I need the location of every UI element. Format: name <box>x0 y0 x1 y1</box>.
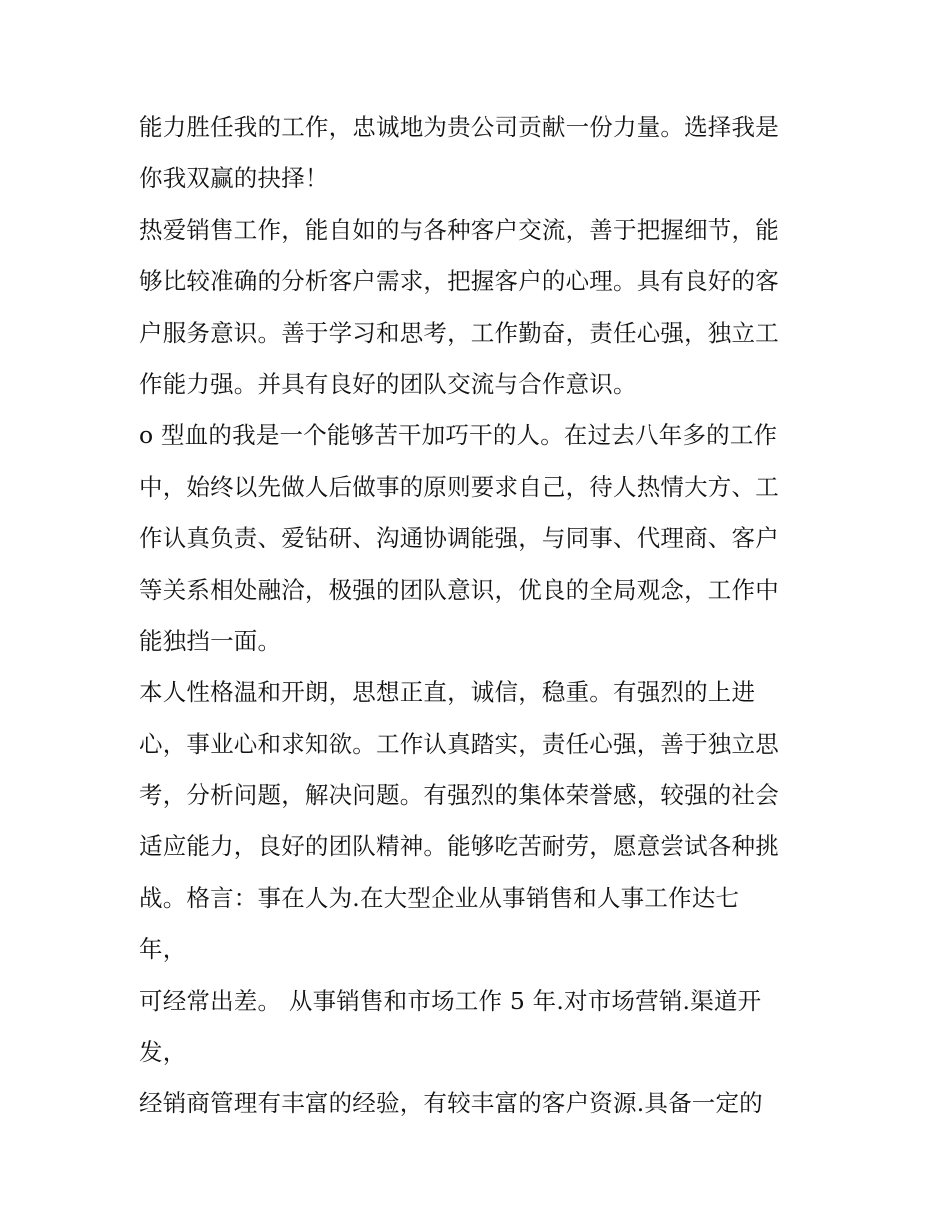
text-line: o 型血的我是一个能够苦干加巧干的人。在过去八年多的工作 <box>139 421 778 450</box>
text-line: 热爱销售工作，能自如的与各种客户交流，善于把握细节，能 <box>139 215 779 244</box>
text-line: 你我双赢的抉择！ <box>139 164 329 193</box>
text-line: 适应能力，良好的团队精神。能够吃苦耐劳，愿意尝试各种挑 <box>139 832 779 861</box>
text-line: 作能力强。并具有良好的团队交流与合作意识。 <box>139 369 637 398</box>
text-line: 能力胜任我的工作，忠诚地为贵公司贡献一份力量。选择我是 <box>139 113 779 141</box>
text-line: 战。格言：事在人为.在大型企业从事销售和人事工作达七 <box>139 883 740 912</box>
text-line: 够比较准确的分析客户需求，把握客户的心理。具有良好的客 <box>139 267 779 296</box>
text-line: 本人性格温和开朗，思想正直，诚信，稳重。有强烈的上进 <box>139 678 756 707</box>
text-line: 可经常出差。 从事销售和市场工作 5 年.对市场营销.渠道开 <box>139 986 762 1015</box>
text-line: 发， <box>139 1038 187 1067</box>
text-line: 经销商管理有丰富的经验，有较丰富的客户资源.具备一定的 <box>139 1089 763 1118</box>
text-line: 心，事业心和求知欲。工作认真踏实，责任心强，善于独立思 <box>139 729 779 758</box>
document-body <box>139 102 819 1130</box>
text-line: 中，始终以先做人后做事的原则要求自己，待人热情大方、工 <box>139 472 779 501</box>
text-line: 年， <box>139 935 187 964</box>
text-line: 等关系相处融洽，极强的团队意识，优良的全局观念，工作中 <box>139 575 779 604</box>
text-line: 能独挡一面。 <box>139 626 282 655</box>
text-line: 作认真负责、爱钻研、沟通协调能强，与同事、代理商、客户 <box>139 524 779 553</box>
text-line: 户服务意识。善于学习和思考，工作勤奋，责任心强，独立工 <box>139 318 779 347</box>
text-line: 考，分析问题，解决问题。有强烈的集体荣誉感，较强的社会 <box>139 781 779 810</box>
